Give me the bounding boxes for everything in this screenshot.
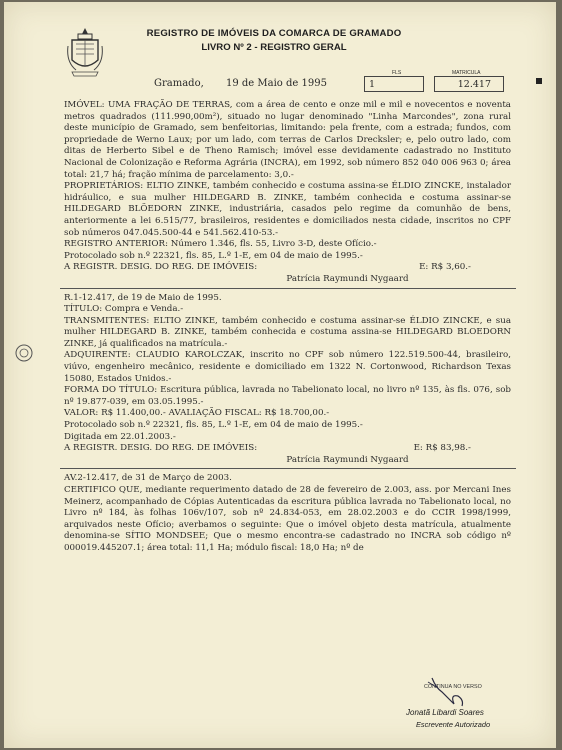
adquirente-paragraph: ADQUIRENTE: CLAUDIO KAROLCZAK, inscrito no CPF sob número 122.519.500-44, brasileiro, viúvo, engenheiro mecânico, residente e domiciliado em 1322 N. Cortonwood, Richardson Texas 15080, Estados Unidos.- — [64, 350, 511, 384]
registro-anterior: REGISTRO ANTERIOR: Número 1.346, fls. 55, Livro 3-D, deste Ofício.- — [64, 239, 377, 250]
forma-paragraph: FORMA DO TÍTULO: Escritura pública, lavrada no Tabelionato local, no livro nº 135, às fls. 076, sob nº 19.877-039, em 03.05.1995.- — [64, 385, 511, 407]
fls-box: 1 — [364, 76, 424, 92]
emolumentos-value: E: R$ 3,60.- — [419, 262, 471, 273]
valor-line: VALOR: R$ 11.400,00.- AVALIAÇÃO FISCAL: R$ 18.700,00.- — [64, 408, 330, 419]
section-divider-2 — [60, 468, 516, 469]
section-divider — [60, 288, 516, 289]
matricula-box: 12.417 — [434, 76, 504, 92]
digitada-line: Digitada em 22.01.2003.- — [64, 431, 176, 442]
registr-line — [64, 262, 511, 274]
margin-mark — [536, 78, 542, 84]
book-title: LIVRO Nº 2 - REGISTRO GERAL — [201, 42, 347, 53]
continua-note: CONTINUA NO VERSO — [424, 684, 482, 690]
seal-icon — [14, 342, 34, 364]
av2-title: AV.2-12.417, de 31 de Março de 2003. — [64, 473, 232, 484]
protocolo-line-2: Protocolado sob n.º 22321, fls. 85, L.º 1-E, em 04 de maio de 1995.- — [64, 420, 363, 431]
registry-title: REGISTRO DE IMÓVEIS DA COMARCA DE GRAMADO — [146, 28, 402, 39]
proprietarios-paragraph: PROPRIETÁRIOS: ELTIO ZINKE, também conhecido e costuma assina-se ÉLDIO ZINCKE, instalador hidráulico, e sua mulher HILDEGARD B. ZINKE, também conhecida e costuma assinar-se HILDEGARD BLÖEDORN ZINKE, industriária, casados pelo regime da comunhão de bens, anteriormente a lei 6.515/77, brasileiros, residentes e domiciliados nesta cidade, inscritos no CPF sob números 047.045.500-44 e 541.562.410-53.- — [64, 181, 511, 238]
protocolo-line: Protocolado sob n.º 22321, fls. 85, L.º 1-E, em 04 de maio de 1995.- — [64, 250, 363, 261]
signer-name-2: Patrícia Raymundi Nygaard — [286, 454, 409, 465]
emolumentos-value-2: E: R$ 83,98.- — [413, 443, 471, 454]
registr-label: A REGISTR. DESIG. DO REG. DE IMÓVEIS: — [64, 262, 258, 273]
registr-line-2 — [64, 443, 511, 455]
document-page — [4, 2, 556, 748]
transmitentes-paragraph: TRANSMITENTES: ELTIO ZINKE, também conhecido e costuma assinar-se ÉLDIO ZINCKE, e sua mulher HILDEGARD B. ZINKE, também conhecida e costuma assina-se HILDEGARD BLOEDORN ZINKE, já qualificados na matrícula.- — [64, 315, 511, 349]
r1-title: R.1-12.417, de 19 de Maio de 1995. — [64, 292, 222, 303]
registr-label-2: A REGISTR. DESIG. DO REG. DE IMÓVEIS: — [64, 443, 258, 454]
fls-label: FLS — [392, 70, 402, 76]
imovel-paragraph: IMÓVEL: UMA FRAÇÃO DE TERRAS, com a área de cento e onze mil e mil e novecentos e noventa metros quadrados (111.990,00m²), situado no lugar denominado "Linha Marcondes", zona rural deste município de Gramado, sem benfeitorias, limitando: pela frente, com a estrada; fundos, com propriedade de Werno Laux; por um lado, com terras de Carlos Drecksler; e, pelo outro lado, com ditas de Herberto Sibel e de Theno Ramisch; imóvel esse devidamente cadastrado no Instituto Nacional de Colonização e Reforma Agrária (INCRA), em 1992, sob número 852 040 006 963 0; área total: 21,7 há; fração mínima de parcelamento: 3,0.- — [64, 100, 511, 180]
footer-signer: Jonatã Libardi Soares — [406, 708, 484, 717]
signer-name: Patrícia Raymundi Nygaard — [286, 273, 409, 284]
matricula-label: MATRICULA — [452, 70, 481, 76]
municipal-crest-icon — [66, 26, 104, 80]
footer-role: Escrevente Autorizado — [416, 720, 491, 729]
city: Gramado, — [154, 78, 204, 89]
certifico-paragraph: CERTIFICO QUE, mediante requerimento datado de 28 de fevereiro de 2.003, ass. por Mercani Ines Meinerz, acompanhado de Cópias Autenticadas da escritura pública lavrada no Tabelionato local, no Livro nº 184, às folhas 106v/107, sob nº 24.834-053, em 28.02.2003 e do CCIR 1998/1999, arquivados neste Ofício; averbamos o seguinte: Que o imóvel objeto desta matrícula, atualmente denomina-se SÍTIO MONDSEE; Que o mesmo encontra-se cadastrado no INCRA sob código nº 000019.445207.1; área total: 11,1 Ha; módulo fiscal: 18,0 Ha; nº de — [64, 485, 511, 553]
titulo-line: TÍTULO: Compra e Venda.- — [64, 304, 184, 315]
header-date: 19 de Maio de 1995 — [226, 78, 327, 89]
registry-body — [64, 100, 511, 555]
